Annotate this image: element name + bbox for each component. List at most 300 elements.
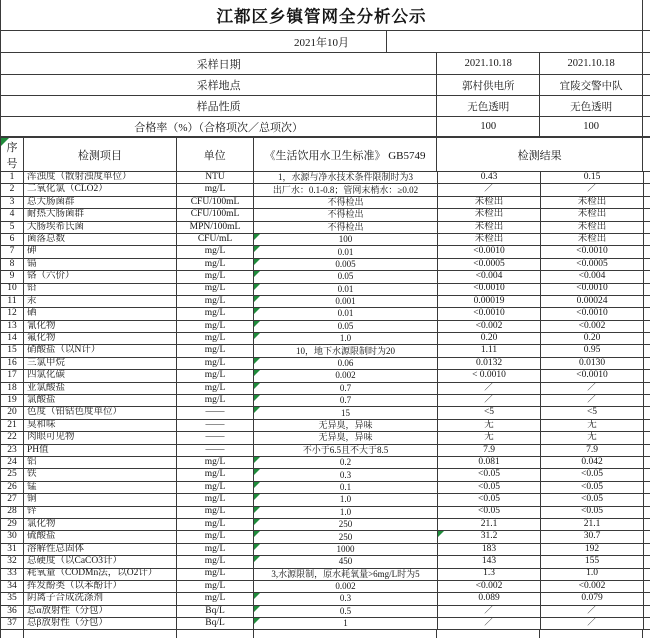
table-row <box>0 308 650 320</box>
unit: mg/L <box>177 271 254 282</box>
header-no <box>1 138 24 171</box>
unit: Bq/L <box>177 618 254 629</box>
table-row <box>0 209 650 221</box>
standard-limit: 1 <box>254 618 438 629</box>
item-name: 氯酸盐 <box>24 395 177 406</box>
standard-limit: 15 <box>254 407 438 418</box>
result-value-2: 无 <box>541 432 644 443</box>
result-value-1: ／ <box>438 618 541 629</box>
comment-flag-icon <box>1 138 9 146</box>
item-name: 三氯甲烷 <box>24 358 177 369</box>
empty-cell <box>1 630 24 638</box>
cut-off-edge <box>643 0 650 30</box>
item-name: 挥发酚类（以苯酚计） <box>24 581 177 592</box>
table-row <box>0 370 650 382</box>
result-value-2: 未检出 <box>541 222 644 233</box>
row-number: 14 <box>1 333 24 344</box>
standard-limit: 0.7 <box>254 383 438 394</box>
result-value-1: 143 <box>438 556 541 567</box>
comment-flag-icon <box>254 370 260 376</box>
result-value-2: <0.0010 <box>541 308 644 319</box>
comment-flag-icon <box>254 469 260 475</box>
table-row <box>0 544 650 556</box>
standard-limit: 100 <box>254 234 438 245</box>
table-row <box>0 172 650 184</box>
info-value-1: 无色透明 <box>437 96 540 116</box>
unit: CFU/mL <box>177 234 254 245</box>
unit: mg/L <box>177 544 254 555</box>
result-value-1: 0.0132 <box>438 358 541 369</box>
comment-flag-icon <box>254 333 260 339</box>
result-value-2: 7.9 <box>541 445 644 456</box>
comment-flag-icon <box>254 246 260 252</box>
item-name: 铅 <box>24 284 177 295</box>
result-value-1: 7.9 <box>438 445 541 456</box>
standard-limit: 1.0 <box>254 333 438 344</box>
unit: mg/L <box>177 581 254 592</box>
result-value-2: 无 <box>541 420 644 431</box>
standard-limit: 出厂水：0.1-0.8；管网末梢水：≥0.02 <box>254 184 438 195</box>
info-value-2: 无色透明 <box>540 96 643 116</box>
comment-flag-icon <box>254 284 260 290</box>
unit: mg/L <box>177 358 254 369</box>
result-value-2: 未检出 <box>541 197 644 208</box>
standard-limit: 1000 <box>254 544 438 555</box>
standard-limit: 1，水源与净水技术条件限制时为3 <box>254 172 438 183</box>
table-row <box>0 494 650 506</box>
item-name: 总β放射性（分包） <box>24 618 177 629</box>
result-value-1: 1.3 <box>438 569 541 580</box>
result-value-1: 0.081 <box>438 457 541 468</box>
table-row <box>0 519 650 531</box>
result-value-1: ／ <box>438 395 541 406</box>
result-value-1: 0.43 <box>438 172 541 183</box>
item-name: 总大肠菌群 <box>24 197 177 208</box>
info-value-2: 2021.10.18 <box>540 53 643 74</box>
comment-flag-icon <box>254 544 260 550</box>
table-header-row <box>0 138 650 172</box>
result-value-1: <0.004 <box>438 271 541 282</box>
header-no-label: 序号 <box>6 141 18 170</box>
comment-flag-icon <box>254 457 260 463</box>
row-number: 37 <box>1 618 24 629</box>
row-number: 2 <box>1 184 24 195</box>
item-name: 耐热大肠菌群 <box>24 209 177 220</box>
item-name: 镉 <box>24 259 177 270</box>
standard-limit: 0.05 <box>254 321 438 332</box>
row-number: 24 <box>1 457 24 468</box>
cut-off-edge <box>643 75 650 95</box>
comment-flag-icon <box>254 271 260 277</box>
result-value-2: 192 <box>541 544 644 555</box>
item-name: 总硬度（以CaCO3计） <box>24 556 177 567</box>
row-number: 7 <box>1 246 24 257</box>
comment-flag-icon <box>254 259 260 265</box>
item-name: 锌 <box>24 507 177 518</box>
table-row <box>0 383 650 395</box>
standard-limit: 10，地下水源限制时为20 <box>254 345 438 356</box>
standard-limit: 0.01 <box>254 308 438 319</box>
header-result: 检测结果 <box>437 138 643 171</box>
row-number: 18 <box>1 383 24 394</box>
unit: MPN/100mL <box>177 222 254 233</box>
unit: CFU/100mL <box>177 209 254 220</box>
standard-limit: 不小于6.5且不大于8.5 <box>254 445 438 456</box>
unit: mg/L <box>177 482 254 493</box>
result-value-2: <0.0005 <box>541 259 644 270</box>
page-title: 江都区乡镇管网全分析公示 <box>1 0 643 30</box>
result-value-1: <0.0010 <box>438 246 541 257</box>
period-row <box>0 31 650 53</box>
info-label: 采样地点 <box>1 75 437 95</box>
item-name: 锰 <box>24 482 177 493</box>
result-value-2: <0.0010 <box>541 246 644 257</box>
table-row <box>0 358 650 370</box>
standard-limit: 0.001 <box>254 296 438 307</box>
row-number: 27 <box>1 494 24 505</box>
table-row <box>0 234 650 246</box>
table-row <box>0 395 650 407</box>
row-number: 13 <box>1 321 24 332</box>
table-row <box>0 296 650 308</box>
result-value-2: <0.05 <box>541 469 644 480</box>
result-value-1: ／ <box>438 184 541 195</box>
info-value-1: 2021.10.18 <box>437 53 540 74</box>
standard-limit: 0.01 <box>254 284 438 295</box>
unit: mg/L <box>177 296 254 307</box>
result-value-1: 1.11 <box>438 345 541 356</box>
unit: mg/L <box>177 494 254 505</box>
result-value-2: ／ <box>541 606 644 617</box>
row-number: 12 <box>1 308 24 319</box>
table-row <box>0 606 650 618</box>
info-row <box>0 53 650 75</box>
result-value-2: 0.20 <box>541 333 644 344</box>
row-number: 34 <box>1 581 24 592</box>
unit: mg/L <box>177 246 254 257</box>
result-value-2: 0.042 <box>541 457 644 468</box>
comment-flag-icon <box>254 321 260 327</box>
standard-limit: 0.3 <box>254 469 438 480</box>
result-value-1: <0.05 <box>438 482 541 493</box>
result-value-2: <5 <box>541 407 644 418</box>
table-row <box>0 457 650 469</box>
item-name: 四氯化碳 <box>24 370 177 381</box>
table-row <box>0 222 650 234</box>
table-row <box>0 593 650 605</box>
standard-limit: 1.0 <box>254 494 438 505</box>
info-row <box>0 75 650 96</box>
table-row <box>0 259 650 271</box>
unit: mg/L <box>177 569 254 580</box>
unit: mg/L <box>177 531 254 542</box>
standard-limit: 3,水源限制，原水耗氧量>6mg/L时为5 <box>254 569 438 580</box>
result-value-1: <0.05 <box>438 494 541 505</box>
cut-off-edge <box>643 138 650 171</box>
result-value-1: 未检出 <box>438 222 541 233</box>
result-value-1: <0.002 <box>438 321 541 332</box>
result-value-1: <0.05 <box>438 507 541 518</box>
comment-flag-icon <box>254 519 260 525</box>
row-number: 10 <box>1 284 24 295</box>
row-number: 31 <box>1 544 24 555</box>
standard-limit: 0.7 <box>254 395 438 406</box>
unit: mg/L <box>177 333 254 344</box>
item-name: 砷 <box>24 246 177 257</box>
item-name: 铬（六价） <box>24 271 177 282</box>
table-row <box>0 469 650 481</box>
comment-flag-icon <box>254 296 260 302</box>
result-value-2: 30.7 <box>541 531 644 542</box>
row-number: 35 <box>1 593 24 604</box>
unit: Bq/L <box>177 606 254 617</box>
unit: mg/L <box>177 395 254 406</box>
unit: —— <box>177 407 254 418</box>
table-row <box>0 407 650 419</box>
result-value-1: 0.00019 <box>438 296 541 307</box>
result-value-1: 未检出 <box>438 209 541 220</box>
result-value-2: 0.0130 <box>541 358 644 369</box>
empty-cell <box>540 630 643 638</box>
result-value-2: <0.05 <box>541 482 644 493</box>
partial-bottom-row <box>0 630 650 638</box>
row-number: 3 <box>1 197 24 208</box>
unit: mg/L <box>177 519 254 530</box>
table-row <box>0 333 650 345</box>
item-name: 浑浊度（散射浊度单位） <box>24 172 177 183</box>
unit: mg/L <box>177 507 254 518</box>
row-number: 9 <box>1 271 24 282</box>
standard-limit: 0.3 <box>254 593 438 604</box>
unit: —— <box>177 432 254 443</box>
info-label: 样品性质 <box>1 96 437 116</box>
standard-limit: 0.5 <box>254 606 438 617</box>
standard-limit: 不得检出 <box>254 197 438 208</box>
standard-limit: 0.002 <box>254 581 438 592</box>
row-number: 19 <box>1 395 24 406</box>
item-name: 色度（铂钴色度单位） <box>24 407 177 418</box>
row-number: 36 <box>1 606 24 617</box>
comment-flag-icon <box>254 494 260 500</box>
comment-flag-icon <box>254 407 260 413</box>
header-standard: 《生活饮用水卫生标准》 GB5749 <box>254 138 438 171</box>
table-row <box>0 618 650 630</box>
item-name: 硝酸盐（以N计） <box>24 345 177 356</box>
item-name: 溶解性总固体 <box>24 544 177 555</box>
row-number: 33 <box>1 569 24 580</box>
table-row <box>0 321 650 333</box>
info-rows <box>0 53 650 138</box>
row-number: 32 <box>1 556 24 567</box>
header-unit: 单位 <box>177 138 254 171</box>
unit: NTU <box>177 172 254 183</box>
table-row <box>0 531 650 543</box>
result-value-2: <0.002 <box>541 321 644 332</box>
empty-cell <box>437 630 540 638</box>
result-value-1: 无 <box>438 420 541 431</box>
row-number: 28 <box>1 507 24 518</box>
result-value-1: ／ <box>438 606 541 617</box>
comment-flag-icon <box>254 482 260 488</box>
standard-limit: 0.05 <box>254 271 438 282</box>
unit: mg/L <box>177 308 254 319</box>
row-number: 11 <box>1 296 24 307</box>
table-row <box>0 507 650 519</box>
result-value-2: 未检出 <box>541 234 644 245</box>
table-row <box>0 246 650 258</box>
result-value-1: <0.002 <box>438 581 541 592</box>
cut-off-edge <box>643 53 650 74</box>
comment-flag-icon <box>438 531 444 537</box>
comment-flag-icon <box>254 234 260 240</box>
info-value-1: 郭村供电所 <box>437 75 540 95</box>
unit: mg/L <box>177 383 254 394</box>
cut-off-edge <box>643 117 650 136</box>
unit: mg/L <box>177 593 254 604</box>
result-value-2: <0.0010 <box>541 284 644 295</box>
result-value-2: <0.05 <box>541 507 644 518</box>
item-name: 硫酸盐 <box>24 531 177 542</box>
result-value-2: <0.002 <box>541 581 644 592</box>
item-name: 氟化物 <box>24 333 177 344</box>
standard-limit: 无异臭，异味 <box>254 420 438 431</box>
result-value-1: <5 <box>438 407 541 418</box>
table-row <box>0 271 650 283</box>
result-value-1: <0.05 <box>438 469 541 480</box>
unit: mg/L <box>177 184 254 195</box>
standard-limit: 0.01 <box>254 246 438 257</box>
item-name: 臭和味 <box>24 420 177 431</box>
comment-flag-icon <box>254 507 260 513</box>
info-value-2: 宜陵交警中队 <box>540 75 643 95</box>
table-row <box>0 445 650 457</box>
empty-cell <box>177 630 254 638</box>
item-name: 菌落总数 <box>24 234 177 245</box>
item-name: 总α放射性（分包） <box>24 606 177 617</box>
standard-limit: 0.002 <box>254 370 438 381</box>
item-name: 铁 <box>24 469 177 480</box>
row-number: 17 <box>1 370 24 381</box>
standard-limit: 0.1 <box>254 482 438 493</box>
row-number: 15 <box>1 345 24 356</box>
item-name: 铜 <box>24 494 177 505</box>
result-value-1: <0.0010 <box>438 308 541 319</box>
info-label: 采样日期 <box>1 53 437 74</box>
comment-flag-icon <box>254 358 260 364</box>
table-row <box>0 432 650 444</box>
standard-limit: 无异臭，异味 <box>254 432 438 443</box>
result-value-1: 0.20 <box>438 333 541 344</box>
row-number: 4 <box>1 209 24 220</box>
item-name: 铝 <box>24 457 177 468</box>
result-value-1: 183 <box>438 544 541 555</box>
cut-off-edge <box>643 630 650 638</box>
title-row <box>0 0 650 31</box>
table-row <box>0 482 650 494</box>
item-name: 大肠埃希氏菌 <box>24 222 177 233</box>
unit: —— <box>177 445 254 456</box>
item-name: 汞 <box>24 296 177 307</box>
standard-limit: 1.0 <box>254 507 438 518</box>
item-name: PH值 <box>24 445 177 456</box>
empty-cell <box>24 630 177 638</box>
result-value-2: 0.15 <box>541 172 644 183</box>
row-number: 20 <box>1 407 24 418</box>
comment-flag-icon <box>254 618 260 624</box>
unit: —— <box>177 420 254 431</box>
grid-line <box>386 31 387 52</box>
info-value-1: 100 <box>437 117 540 136</box>
item-name: 耗氧量（CODMn法，以O2计） <box>24 569 177 580</box>
comment-flag-icon <box>254 593 260 599</box>
result-value-2: 0.00024 <box>541 296 644 307</box>
comment-flag-icon <box>254 531 260 537</box>
result-value-2: 0.079 <box>541 593 644 604</box>
table-row <box>0 420 650 432</box>
info-row <box>0 117 650 138</box>
comment-flag-icon <box>254 308 260 314</box>
row-number: 16 <box>1 358 24 369</box>
result-value-2: ／ <box>541 618 644 629</box>
standard-limit: 不得检出 <box>254 209 438 220</box>
info-row <box>0 96 650 117</box>
row-number: 5 <box>1 222 24 233</box>
row-number: 8 <box>1 259 24 270</box>
info-value-2: 100 <box>540 117 643 136</box>
table-row <box>0 284 650 296</box>
unit: CFU/100mL <box>177 197 254 208</box>
table-row <box>0 345 650 357</box>
row-number: 23 <box>1 445 24 456</box>
result-value-2: <0.0010 <box>541 370 644 381</box>
result-value-2: <0.004 <box>541 271 644 282</box>
row-number: 29 <box>1 519 24 530</box>
results-tbody <box>0 172 650 630</box>
standard-limit: 不得检出 <box>254 222 438 233</box>
item-name: 阴离子合成洗涤剂 <box>24 593 177 604</box>
item-name: 硒 <box>24 308 177 319</box>
result-value-1: <0.0010 <box>438 284 541 295</box>
cut-off-edge <box>643 31 650 52</box>
report-period: 2021年10月 <box>1 31 643 52</box>
item-name: 氯化物 <box>24 519 177 530</box>
result-value-1: 未检出 <box>438 234 541 245</box>
unit: mg/L <box>177 345 254 356</box>
result-value-1: 0.089 <box>438 593 541 604</box>
result-value-2: <0.05 <box>541 494 644 505</box>
unit: mg/L <box>177 469 254 480</box>
standard-limit: 250 <box>254 531 438 542</box>
result-value-1: ／ <box>438 383 541 394</box>
comment-flag-icon <box>254 395 260 401</box>
unit: mg/L <box>177 259 254 270</box>
unit: mg/L <box>177 556 254 567</box>
result-value-2: ／ <box>541 395 644 406</box>
row-number: 30 <box>1 531 24 542</box>
standard-limit: 250 <box>254 519 438 530</box>
result-value-2: 155 <box>541 556 644 567</box>
comment-flag-icon <box>254 606 260 612</box>
standard-limit: 0.005 <box>254 259 438 270</box>
row-number: 1 <box>1 172 24 183</box>
result-value-2: 0.95 <box>541 345 644 356</box>
standard-limit: 450 <box>254 556 438 567</box>
result-value-1: 未检出 <box>438 197 541 208</box>
table-row <box>0 569 650 581</box>
result-value-2: 1.0 <box>541 569 644 580</box>
unit: mg/L <box>177 321 254 332</box>
unit: mg/L <box>177 457 254 468</box>
